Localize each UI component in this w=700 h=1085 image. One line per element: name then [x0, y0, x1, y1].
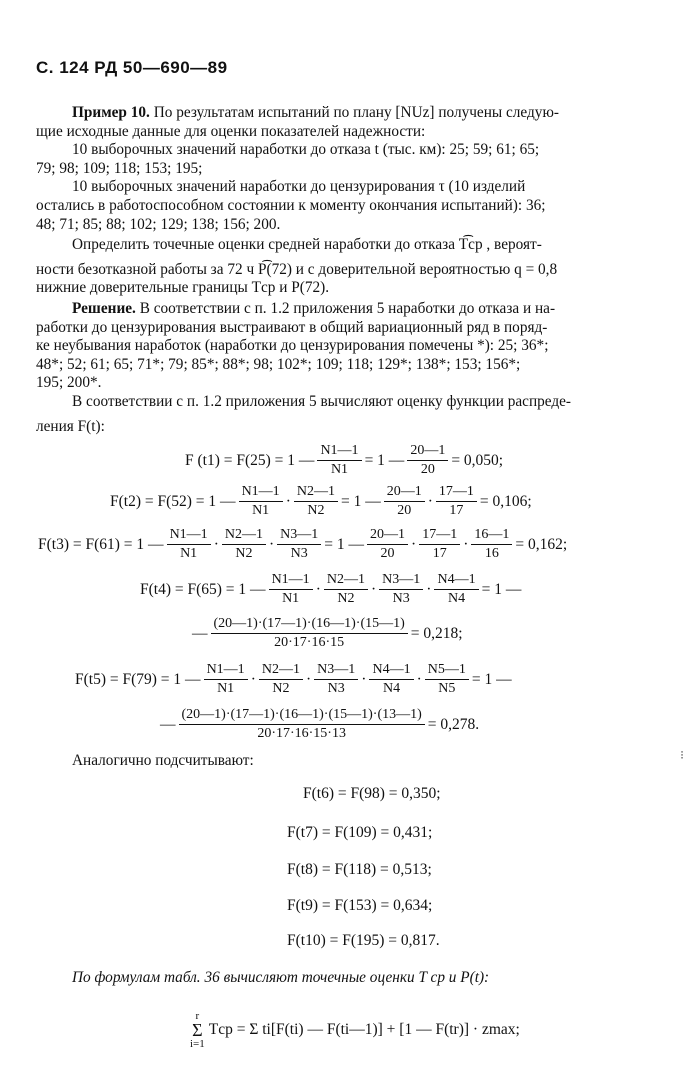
- eq4-result: = 0,218;: [410, 624, 463, 642]
- example-line-3: 10 выборочных значений наработки до отказа t (тыс. км): 25; 59; 61; 65;: [72, 141, 540, 159]
- solution-line-6: В соответствии с п. 1.2 приложения 5 вычисляют оценку функции распреде-: [72, 392, 572, 410]
- equation-3: F(t3) = F(61) = 1 — $\frac{N1—1}{N1}$ · $\frac{N2—1}{N2}$ · $\frac{N3—1}{N3}$ = 1 — $\frac{20—1}{20}$ · $\frac{17—1}{17}$ · $\frac{16—1}{16}$ = 0,162;: [38, 527, 568, 561]
- eq2-nfrac-2: $\frac{17—1}{17}$: [436, 484, 477, 519]
- eq1-nfrac-1: $\frac{20—1}{20}$: [407, 443, 448, 478]
- solution-paragraph: [36, 300, 670, 436]
- eq5-tail: = 1 —: [471, 670, 512, 688]
- eq2-frac-1: $\frac{N1—1}{N1}$: [239, 484, 283, 519]
- eq5-frac-5: $\frac{N5—1}{N5}$: [425, 662, 469, 697]
- eq1-mid: = 1 —: [364, 451, 405, 469]
- eq3-lhs: F(t3) = F(61) = 1 —: [38, 535, 164, 553]
- eq4-lhs: F(t4) = F(65) = 1 —: [140, 580, 266, 598]
- example-paragraph: [36, 104, 670, 234]
- eq3-nfrac-1: $\frac{20—1}{20}$: [367, 527, 408, 562]
- formulas-text: По формулам табл. 36 вычисляют точечные оценки T ср и P(t):: [72, 969, 490, 986]
- solution-line-5: 195; 200*.: [36, 374, 102, 392]
- eq5-lhs: F(t5) = F(79) = 1 —: [75, 670, 201, 688]
- example-line-6: остались в работоспособном состоянии к моменту окончания испытаний): 36;: [36, 196, 546, 214]
- eq4-cont-frac: $\frac{(20—1)\cdot(17—1)\cdot(16—1)\cdot(15—1)}{20\cdot 17\cdot 16\cdot 15}$: [211, 616, 408, 651]
- eq1-frac-1: $\frac{N1—1}{N1}$: [317, 443, 361, 478]
- analog-line: [36, 752, 670, 771]
- eq3-frac-1: $\frac{N1—1}{N1}$: [167, 527, 211, 562]
- analog-text: Аналогично подсчитывают:: [72, 752, 254, 769]
- eq5-frac-2: $\frac{N2—1}{N2}$: [259, 662, 303, 697]
- eq3-mid: = 1 —: [324, 535, 365, 553]
- solution-line-4: 48*; 52; 61; 65; 71*; 79; 85*; 88*; 98; 102*; 109; 118; 129*; 138*; 153; 156*;: [36, 355, 521, 373]
- eq2-nfrac-1: $\frac{20—1}{20}$: [384, 484, 425, 519]
- margin-mark: ⁝: [680, 748, 684, 762]
- result-t10: F(t10) = F(195) = 0,817.: [287, 932, 440, 949]
- equation-4: F(t4) = F(65) = 1 — $\frac{N1—1}{N1}$ · $\frac{N2—1}{N2}$ · $\frac{N3—1}{N3}$ · $\frac{N4—1}{N4}$ = 1 —: [140, 572, 522, 606]
- result-t7: F(t7) = F(109) = 0,431;: [287, 824, 433, 841]
- eq2-mid: = 1 —: [340, 492, 381, 510]
- example-line-7: 48; 71; 85; 88; 102; 129; 138; 156; 200.: [36, 215, 281, 233]
- example-line-4: 79; 98; 109; 118; 153; 195;: [36, 159, 203, 177]
- example-title: Пример 10.: [72, 104, 150, 121]
- eq5-result: = 0,278.: [427, 715, 480, 733]
- task-line-1: Определить точечные оценки средней наработки до отказа T͡ср , вероят-: [72, 236, 542, 253]
- solution-line-3: ке неубывания наработок (наработки до цензурирования помечены *): 25; 36*;: [36, 337, 549, 355]
- result-t9: F(t9) = F(153) = 0,634;: [287, 897, 433, 914]
- eq2-result: = 0,106;: [479, 492, 532, 510]
- final-formula: [190, 1010, 520, 1050]
- eq2-frac-2: $\frac{N2—1}{N2}$: [294, 484, 338, 519]
- eq5-frac-4: $\frac{N4—1}{N4}$: [369, 662, 413, 697]
- equation-2: F(t2) = F(52) = 1 — $\frac{N1—1}{N1}$ · $\frac{N2—1}{N2}$ = 1 — $\frac{20—1}{20}$ · $\frac{17—1}{17}$ = 0,106;: [110, 484, 532, 518]
- eq3-result: = 0,162;: [515, 535, 568, 553]
- eq5-frac-1: $\frac{N1—1}{N1}$: [204, 662, 248, 697]
- eq3-frac-3: $\frac{N3—1}{N3}$: [277, 527, 321, 562]
- task-line-2: ности безотказной работы за 72 ч P͡(72) и с доверительной вероятностью q = 0,8: [36, 260, 558, 278]
- equation-5-cont: — $\frac{(20—1)\cdot(17—1)\cdot(16—1)\cdot(15—1)\cdot(13—1)}{20\cdot 17\cdot 16\cdot 15\cdot 13}$ = 0,278.: [160, 707, 480, 741]
- eq4-frac-3: $\frac{N3—1}{N3}$: [379, 572, 423, 607]
- example-line-1: По результатам испытаний по плану [NUz] получены следую-: [149, 104, 559, 121]
- equation-4-cont: — $\frac{(20—1)\cdot(17—1)\cdot(16—1)\cdot(15—1)}{20\cdot 17\cdot 16\cdot 15}$ = 0,218;: [192, 616, 463, 650]
- result-t8: F(t8) = F(118) = 0,513;: [287, 861, 432, 878]
- task-line-3: нижние доверительные границы Tср и P(72).: [36, 279, 330, 297]
- solution-line-7: ления F(t):: [36, 417, 105, 435]
- example-line-2: щие исходные данные для оценки показателей надежности:: [36, 122, 426, 140]
- example-line-5: 10 выборочных значений наработки до цензурирования τ (10 изделий: [72, 178, 526, 196]
- sum-operator: r Σ i=1: [190, 1010, 205, 1050]
- eq3-nfrac-2: $\frac{17—1}{17}$: [419, 527, 460, 562]
- task-paragraph: [36, 236, 670, 298]
- eq5-frac-3: $\frac{N3—1}{N3}$: [314, 662, 358, 697]
- solution-line-2: работки до цензурирования выстраивают в общий вариационный ряд в поряд-: [36, 318, 548, 336]
- eq1-lhs: F (t1) = F(25) = 1 —: [185, 451, 315, 469]
- eq4-frac-4: $\frac{N4—1}{N4}$: [434, 572, 478, 607]
- eq4-frac-1: $\frac{N1—1}{N1}$: [269, 572, 313, 607]
- solution-title: Решение.: [72, 300, 136, 317]
- eq2-lhs: F(t2) = F(52) = 1 —: [110, 492, 236, 510]
- eq1-result: = 0,050;: [451, 451, 504, 469]
- solution-line-1: В соответствии с п. 1.2 приложения 5 наработки до отказа и на-: [135, 300, 556, 317]
- equation-1: [185, 443, 503, 478]
- equation-5: F(t5) = F(79) = 1 — $\frac{N1—1}{N1}$ · $\frac{N2—1}{N2}$ · $\frac{N3—1}{N3}$ · $\frac{N4—1}{N4}$ · $\frac{N5—1}{N5}$ = 1 —: [75, 662, 512, 696]
- eq5-cont-frac: $\frac{(20—1)\cdot(17—1)\cdot(16—1)\cdot(15—1)\cdot(13—1)}{20\cdot 17\cdot 16\cdot 15\cdot 13}$: [179, 707, 425, 742]
- result-t6: F(t6) = F(98) = 0,350;: [303, 785, 441, 802]
- final-formula-text: Tср = Σ ti[F(ti) — F(ti—1)] + [1 — F(tr)] · zmax;: [208, 1021, 520, 1038]
- page-header: С. 124 РД 50—690—89: [36, 58, 228, 77]
- eq4-frac-2: $\frac{N2—1}{N2}$: [324, 572, 368, 607]
- formulas-line: [36, 969, 670, 988]
- eq3-frac-2: $\frac{N2—1}{N2}$: [222, 527, 266, 562]
- eq3-nfrac-3: $\frac{16—1}{16}$: [471, 527, 512, 562]
- eq4-tail: = 1 —: [481, 580, 522, 598]
